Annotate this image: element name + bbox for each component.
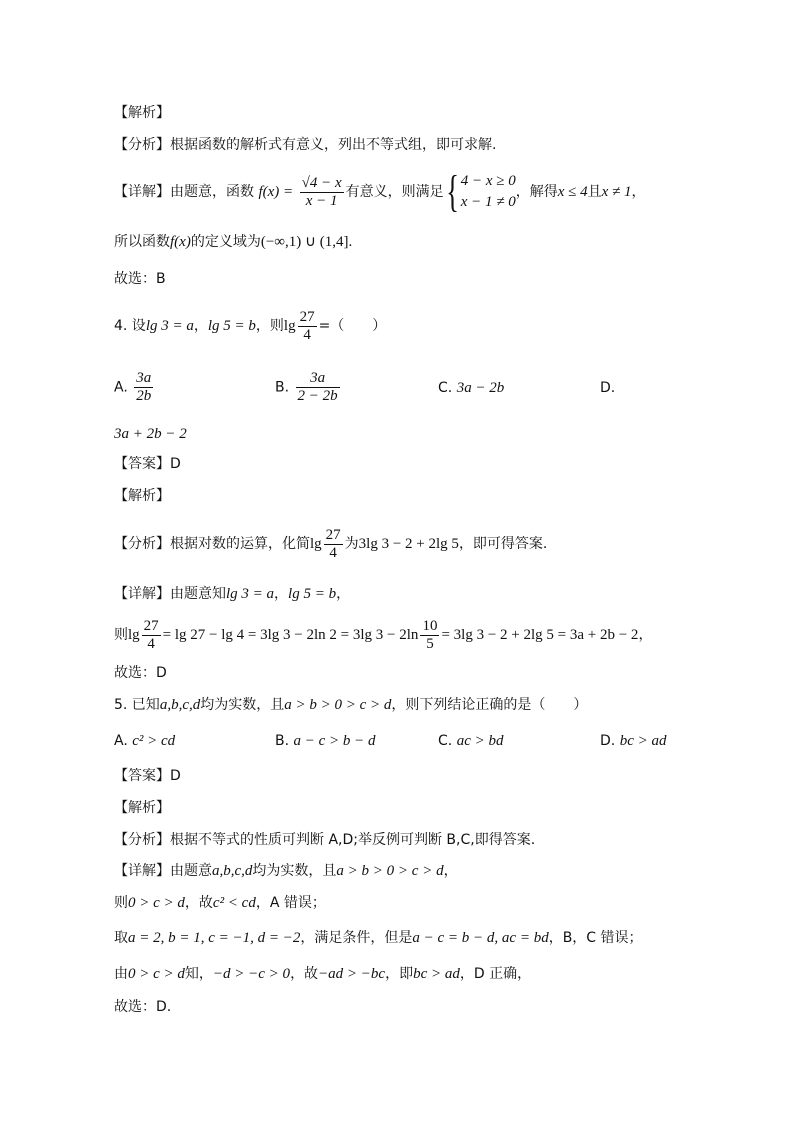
text: ，即 — [385, 966, 414, 982]
q4-xiangjie-line — [114, 584, 350, 604]
s3-fenxi-line — [114, 135, 496, 155]
text: 有意义，则满足 — [345, 184, 444, 200]
q5-option-d — [600, 731, 666, 751]
text: ，即可得答案. — [458, 536, 548, 552]
s3-guxuan: 故选：B — [114, 271, 166, 287]
q5-step-bc — [114, 928, 643, 948]
text: 则 — [114, 895, 128, 911]
lg-text: lg — [310, 536, 322, 552]
text: ，则下列结论正确的是（ ） — [391, 697, 588, 713]
xiangjie-label: 【详解】 — [114, 586, 170, 602]
q4-option-a — [114, 370, 155, 405]
answer-label: 【答案】 — [114, 456, 170, 472]
q5-option-c — [438, 731, 503, 751]
xiangjie-label: 【详解】 — [114, 184, 170, 200]
fraction-numerator: 27 — [325, 526, 341, 543]
option-label: D. — [600, 380, 616, 396]
option-c-value: ac > bd — [456, 733, 504, 749]
option-label: D. — [600, 733, 616, 749]
option-a-value: c² > cd — [132, 733, 176, 749]
fraction-numerator: 10 — [422, 617, 438, 634]
variables: a,b,c,d — [212, 863, 253, 879]
given-2: lg 5 = b — [288, 586, 337, 602]
fraction-numerator: 27 — [299, 308, 315, 325]
q5-fenxi-line — [114, 830, 535, 850]
q5-jiexi-heading: 【解析】 — [114, 800, 170, 816]
text: 均为实数，且 — [200, 697, 285, 713]
function-expr: f(x) = — [258, 184, 294, 200]
expr: a = 2, b = 1, c = −1, d = −2 — [128, 930, 301, 946]
s3-xiangjie-line — [114, 167, 646, 216]
system-row-2: x − 1 ≠ 0 — [460, 194, 516, 210]
calc-fraction-2 — [420, 618, 439, 653]
text: ，A 错误； — [255, 895, 326, 911]
system-row-1: 4 − x ≥ 0 — [460, 173, 516, 189]
fenxi-label: 【分析】 — [114, 137, 170, 153]
q4-guxuan: 故选：D — [114, 665, 167, 681]
fraction-denominator: 2 − 2b — [297, 388, 338, 404]
expr: a − c = b − d, ac = bd — [412, 930, 549, 946]
q4-jiexi-heading: 【解析】 — [114, 488, 170, 504]
text: ，故 — [290, 966, 319, 982]
q5-xiangjie-line — [114, 861, 458, 881]
q5-step-d — [114, 964, 531, 984]
condition-1: x ≤ 4 — [557, 184, 588, 200]
fraction-denominator: 2b — [136, 388, 152, 404]
expr: bc > ad — [413, 966, 460, 982]
text: ， — [274, 586, 289, 602]
q5-guxuan: 故选：D. — [114, 999, 172, 1015]
option-label: C. — [438, 733, 453, 749]
calc-expr-1: = lg 27 − lg 4 = 3lg 3 − 2ln 2 = 3lg 3 − 2ln — [162, 627, 419, 643]
text: ，解得 — [515, 184, 558, 200]
option-label: C. — [438, 380, 453, 396]
s3-jiexi-heading: 【解析】 — [114, 105, 170, 121]
fraction-denominator: 4 — [324, 544, 343, 562]
answer-label: 【答案】 — [114, 768, 170, 784]
text: ， — [443, 863, 458, 879]
text: 由 — [114, 966, 128, 982]
expr: 0 > c > d — [128, 895, 185, 911]
q4-option-c — [438, 378, 504, 398]
q5-step-a — [114, 893, 326, 913]
given-1: lg 3 = a — [226, 586, 275, 602]
text: ， — [638, 627, 653, 643]
text: ，故 — [184, 895, 213, 911]
expr: −ad > −bc — [318, 966, 386, 982]
xiangjie-label: 【详解】 — [114, 863, 170, 879]
text: 均为实数，且 — [252, 863, 337, 879]
expr: 0 > c > d — [128, 966, 185, 982]
text: ，满足条件，但是 — [300, 930, 413, 946]
fenxi-label: 【分析】 — [114, 536, 170, 552]
domain-set: (−∞,1) ∪ (1,4]. — [260, 234, 353, 250]
fraction-numerator: √4 − x — [301, 174, 342, 191]
given-1: lg 3 = a — [145, 318, 194, 334]
q4-option-b — [275, 370, 342, 405]
q4-answer — [114, 454, 181, 474]
option-label: A. — [114, 733, 128, 749]
text: ， — [336, 586, 351, 602]
fraction-denominator: 4 — [142, 635, 161, 653]
option-label: B. — [275, 379, 290, 396]
calc-expr-2: = 3lg 3 − 2 + 2lg 5 = 3a + 2b − 2 — [441, 627, 639, 643]
q5-stem — [114, 695, 587, 715]
fenxi-label: 【分析】 — [114, 832, 170, 848]
text: ，D 正确， — [459, 966, 532, 982]
simplified-expr: 3lg 3 − 2 + 2lg 5 — [358, 536, 459, 552]
fraction-numerator: 3a — [310, 370, 326, 386]
text: =（ ） — [318, 318, 387, 334]
expr: c² < cd — [212, 895, 256, 911]
text: ， — [193, 318, 208, 334]
fraction-denominator: x − 1 — [300, 192, 344, 210]
text: 为 — [344, 536, 359, 552]
text: 且 — [587, 184, 602, 200]
calc-fraction-1 — [142, 618, 161, 653]
text: ，则 — [255, 318, 284, 334]
option-b-fraction — [296, 370, 340, 405]
text: 则 — [114, 627, 128, 643]
q5-option-a — [114, 731, 175, 751]
text: 5. 已知 — [114, 697, 160, 713]
text: 取 — [114, 930, 128, 946]
fenxi-text: 根据函数的解析式有意义，列出不等式组，即可求解. — [170, 137, 497, 153]
s3-domain-line — [114, 232, 352, 252]
option-b-value: a − c > b − d — [293, 733, 376, 749]
text: 由题意 — [170, 863, 212, 879]
q4-stem — [114, 308, 386, 344]
text: 由题意知 — [170, 586, 226, 602]
fenxi-fraction — [324, 527, 343, 562]
text: 知， — [184, 966, 213, 982]
text: ，B，C 错误； — [548, 930, 643, 946]
answer-value: D — [170, 768, 181, 784]
q4-calc-line — [114, 615, 652, 655]
q5-answer — [114, 766, 181, 786]
option-label: B. — [275, 733, 290, 749]
text: 根据对数的运算，化简 — [170, 536, 310, 552]
option-c-value: 3a − 2b — [456, 380, 505, 396]
fraction-numerator: 3a — [136, 370, 152, 386]
q4-option-d — [600, 378, 615, 398]
left-brace: { — [445, 167, 459, 216]
ordering: a > b > 0 > c > d — [336, 863, 444, 879]
fenxi-text: 根据不等式的性质可判断 A,D;举反例可判断 B,C,即得答案. — [170, 832, 536, 848]
expr: −d > −c > 0 — [212, 966, 291, 982]
condition-2: x ≠ 1 — [601, 184, 632, 200]
option-label: A. — [114, 379, 128, 396]
inequality-system — [461, 171, 516, 213]
text: 的定义域为 — [190, 234, 261, 250]
text: 所以函数 — [114, 234, 170, 250]
lg-text: lg — [283, 318, 296, 334]
given-2: lg 5 = b — [207, 318, 256, 334]
stem-fraction — [298, 309, 317, 344]
fraction-denominator: 4 — [298, 326, 317, 344]
option-a-fraction — [134, 370, 153, 405]
function-name: f(x) — [170, 234, 191, 250]
q5-option-b — [275, 731, 376, 751]
text: 4. 设 — [114, 318, 146, 334]
text: ， — [631, 184, 646, 200]
ordering: a > b > 0 > c > d — [284, 697, 392, 713]
option-d-value: bc > ad — [619, 733, 667, 749]
lg-text: lg — [128, 627, 140, 643]
fraction-denominator: 5 — [420, 635, 439, 653]
option-d-value: 3a + 2b − 2 — [114, 426, 187, 442]
q4-option-d-value — [114, 424, 187, 444]
q4-fenxi-line — [114, 524, 547, 564]
answer-value: D — [170, 456, 181, 472]
function-fraction — [300, 175, 344, 210]
text: 由题意，函数 — [170, 184, 254, 200]
fraction-numerator: 27 — [143, 617, 159, 634]
variables: a,b,c,d — [159, 697, 201, 713]
